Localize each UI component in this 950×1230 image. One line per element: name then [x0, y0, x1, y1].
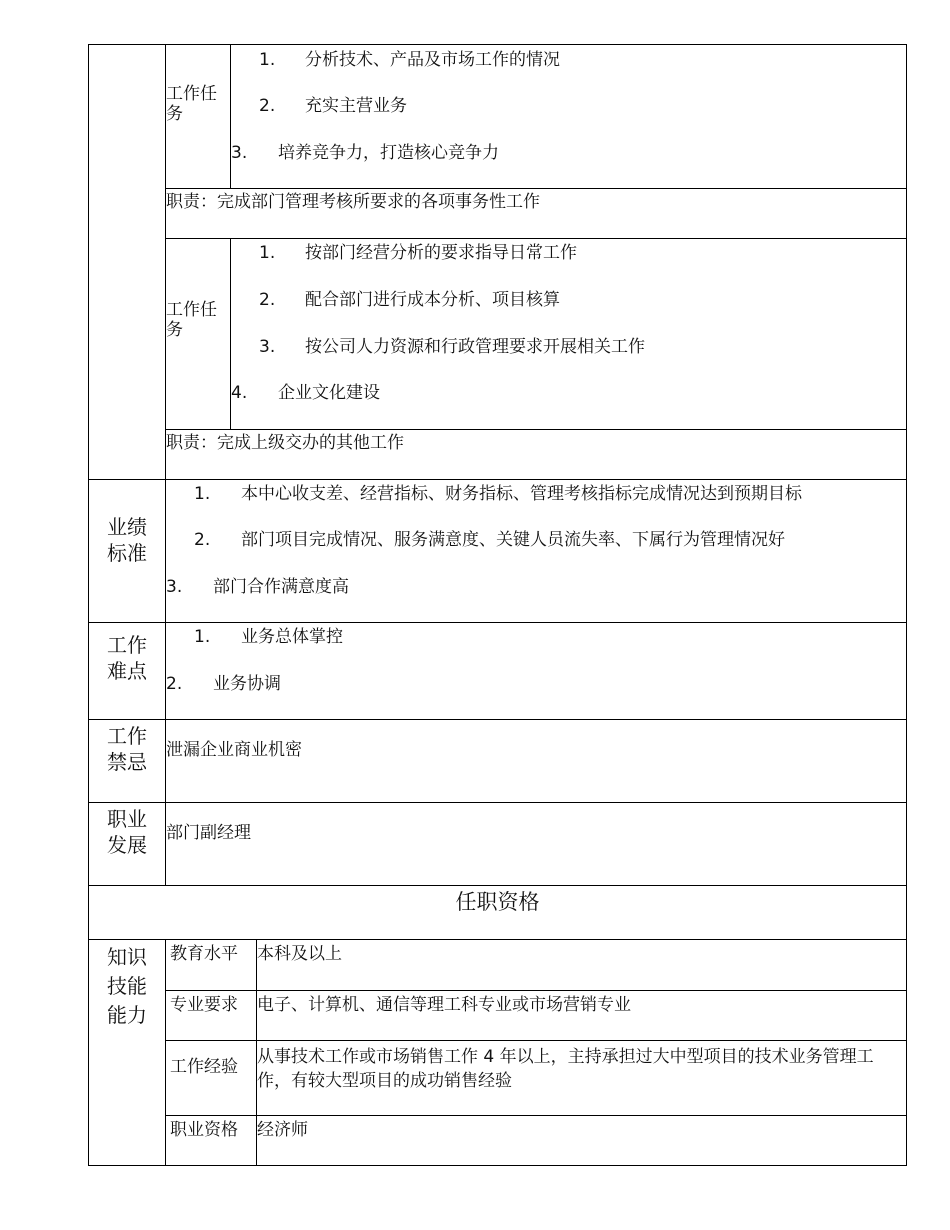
qual-key-major: 专业要求 — [170, 995, 238, 1015]
list-number: 1. — [259, 243, 276, 263]
career-text: 部门副经理 — [166, 823, 251, 843]
list-number: 1. — [259, 50, 276, 70]
qualification-title: 任职资格 — [455, 890, 540, 914]
duty-text-2: 职责：完成上级交办的其他工作 — [166, 433, 404, 453]
qual-value-education: 本科及以上 — [257, 944, 342, 964]
qual-key-education: 教育水平 — [170, 944, 238, 964]
taboo-text: 泄漏企业商业机密 — [166, 740, 302, 760]
knowledge-skill-label: 知识技能能力 — [107, 945, 147, 1027]
difficulty-label: 工作难点 — [107, 633, 147, 683]
qual-key-certificate: 职业资格 — [170, 1120, 238, 1140]
qual-key-experience: 工作经验 — [170, 1057, 238, 1077]
list-number: 2. — [194, 530, 211, 550]
list-number: 2. — [259, 290, 276, 310]
list-item: 按部门经营分析的要求指导日常工作 — [305, 243, 577, 263]
list-number: 3. — [259, 337, 276, 357]
list-number: 3. — [166, 577, 183, 597]
list-item: 分析技术、产品及市场工作的情况 — [305, 50, 560, 70]
list-item: 部门合作满意度高 — [213, 577, 349, 597]
list-number: 3. — [231, 143, 248, 163]
list-number: 1. — [194, 484, 211, 504]
duty-text-1: 职责：完成部门管理考核所要求的各项事务性工作 — [166, 192, 540, 212]
list-item: 业务总体掌控 — [241, 627, 343, 647]
list-number: 4. — [231, 383, 248, 403]
qual-value-certificate: 经济师 — [257, 1120, 308, 1140]
list-item: 部门项目完成情况、服务满意度、关键人员流失率、下属行为管理情况好 — [241, 530, 785, 550]
qual-value-major: 电子、计算机、通信等理工科专业或市场营销专业 — [257, 995, 631, 1015]
list-number: 1. — [194, 627, 211, 647]
career-label: 职业发展 — [107, 807, 147, 857]
list-item: 充实主营业务 — [305, 96, 407, 116]
list-item: 培养竞争力，打造核心竞争力 — [278, 143, 499, 163]
list-item: 业务协调 — [213, 674, 281, 694]
list-item: 本中心收支差、经营指标、财务指标、管理考核指标完成情况达到预期目标 — [241, 484, 802, 504]
performance-label: 业绩标准 — [107, 515, 147, 565]
list-number: 2. — [259, 96, 276, 116]
list-item: 按公司人力资源和行政管理要求开展相关工作 — [305, 337, 645, 357]
list-number: 2. — [166, 674, 183, 694]
qual-value-experience: 从事技术工作或市场销售工作 4 年以上，主持承担过大中型项目的技术业务管理工作，有较大型项目的成功销售经验 — [257, 1047, 874, 1091]
list-item: 企业文化建设 — [278, 383, 380, 403]
taboo-label: 工作禁忌 — [107, 724, 147, 774]
task-label-1: 工作任务 — [166, 84, 217, 124]
list-item: 配合部门进行成本分析、项目核算 — [305, 290, 560, 310]
task-label-2: 工作任务 — [166, 300, 217, 340]
